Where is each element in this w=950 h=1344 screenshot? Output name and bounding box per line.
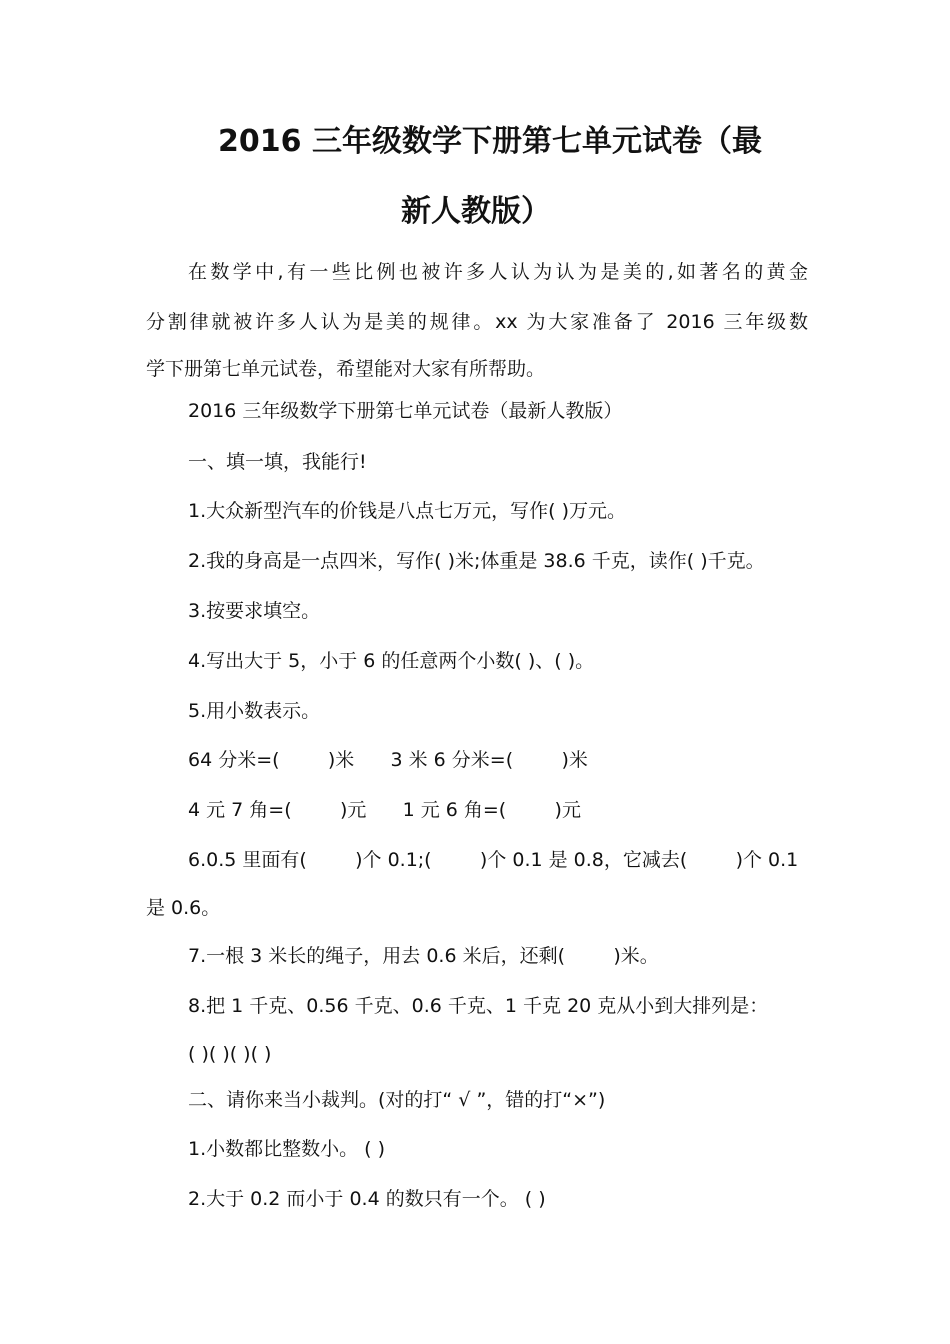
- question-1-2: 2.我的身高是一点四米，写作( )米;体重是 38.6 千克，读作( )千克。: [188, 550, 765, 572]
- question-1-1: 1.大众新型汽车的价钱是八点七万元，写作( )万元。: [188, 500, 626, 522]
- subtitle: 2016 三年级数学下册第七单元试卷（最新人教版）: [188, 400, 623, 422]
- section-2-heading: 二、请你来当小裁判。(对的打“ √ ”，错的打“×”): [188, 1089, 606, 1111]
- question-1-5-row-a: 64 分米=( )米 3 米 6 分米=( )米: [188, 749, 588, 771]
- section-1-heading: 一、填一填，我能行!: [188, 451, 367, 473]
- intro-line-1: 在数学中,有一些比例也被许多人认为认为是美的,如著名的黄金: [188, 261, 808, 283]
- intro-line-3: 学下册第七单元试卷，希望能对大家有所帮助。: [146, 358, 546, 380]
- question-2-1: 1.小数都比整数小。 ( ): [188, 1138, 386, 1160]
- document-title-line-2: 新人教版）: [401, 194, 551, 229]
- question-1-6-line-2: 是 0.6。: [146, 897, 221, 919]
- question-1-6-line-1: 6.0.5 里面有( )个 0.1;( )个 0.1 是 0.8，它减去( )个 0.1: [188, 849, 799, 871]
- intro-line-2: 分割律就被许多人认为是美的规律。xx 为大家准备了 2016 三年级数: [146, 311, 808, 333]
- question-1-7: 7.一根 3 米长的绳子，用去 0.6 米后，还剩( )米。: [188, 945, 659, 967]
- question-1-5: 5.用小数表示。: [188, 700, 321, 722]
- question-1-4: 4.写出大于 5，小于 6 的任意两个小数( )、( )。: [188, 650, 595, 672]
- question-1-8-line-1: 8.把 1 千克、0.56 千克、0.6 千克、1 千克 20 克从小到大排列是：: [188, 995, 769, 1017]
- question-1-5-row-b: 4 元 7 角=( )元 1 元 6 角=( )元: [188, 799, 581, 821]
- question-1-8-line-2: ( )( )( )( ): [188, 1043, 272, 1065]
- question-2-2: 2.大于 0.2 而小于 0.4 的数只有一个。 ( ): [188, 1188, 546, 1210]
- question-1-3: 3.按要求填空。: [188, 600, 321, 622]
- document-title-line-1: 2016 三年级数学下册第七单元试卷（最: [218, 124, 762, 159]
